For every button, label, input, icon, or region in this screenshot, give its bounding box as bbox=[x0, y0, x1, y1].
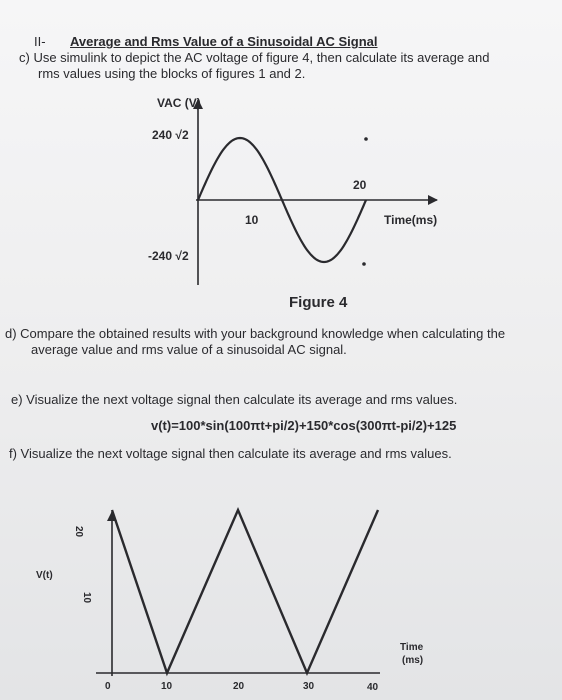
part-e-formula: v(t)=100*sin(100πt+pi/2)+150*cos(300πt-pi/2)+125 bbox=[151, 418, 457, 433]
part-c-line2: rms values using the blocks of figures 1 and 2. bbox=[38, 66, 306, 81]
figf-x-tick-30: 30 bbox=[303, 681, 315, 692]
fig4-x-label: Time(ms) bbox=[384, 213, 438, 227]
figf-y-tick-20: 20 bbox=[73, 526, 84, 538]
part-c-line1: c) Use simulink to depict the AC voltage of figure 4, then calculate its average and bbox=[19, 50, 490, 65]
figf-x-label-time: Time bbox=[400, 642, 424, 653]
figf-triangle-wave bbox=[112, 510, 378, 673]
part-d-line2: average value and rms value of a sinusoidal AC signal. bbox=[31, 342, 347, 357]
figf-x-tick-10: 10 bbox=[161, 681, 173, 692]
figf-y-label: V(t) bbox=[36, 570, 53, 581]
section-title: Average and Rms Value of a Sinusoidal AC Signal bbox=[70, 34, 378, 49]
fig4-y-min-label: -240 √2 bbox=[148, 249, 189, 263]
fig4-x-tick-10: 10 bbox=[245, 213, 259, 227]
fig4-caption: Figure 4 bbox=[289, 294, 348, 311]
fig4-y-label: VAC (V) bbox=[157, 96, 201, 110]
figf-x-tick-40: 40 bbox=[367, 682, 379, 693]
figure-f-chart bbox=[0, 480, 562, 700]
fig4-x-tick-20: 20 bbox=[353, 178, 367, 192]
section-number: II- bbox=[34, 34, 46, 49]
figf-y-tick-10: 10 bbox=[81, 592, 92, 604]
fig4-peak-dot bbox=[364, 137, 368, 141]
figf-x-tick-20: 20 bbox=[233, 681, 245, 692]
part-d-line1: d) Compare the obtained results with your background knowledge when calculating the bbox=[5, 326, 506, 341]
figure-4-chart bbox=[0, 0, 562, 320]
fig4-y-max-label: 240 √2 bbox=[152, 128, 189, 142]
fig4-trough-dot bbox=[362, 262, 366, 266]
part-f-line1: f) Visualize the next voltage signal then calculate its average and rms values. bbox=[9, 446, 452, 461]
figf-x-tick-0: 0 bbox=[105, 681, 111, 692]
part-e-line1: e) Visualize the next voltage signal then calculate its average and rms values. bbox=[11, 392, 458, 407]
figf-x-label-ms: (ms) bbox=[402, 655, 424, 666]
